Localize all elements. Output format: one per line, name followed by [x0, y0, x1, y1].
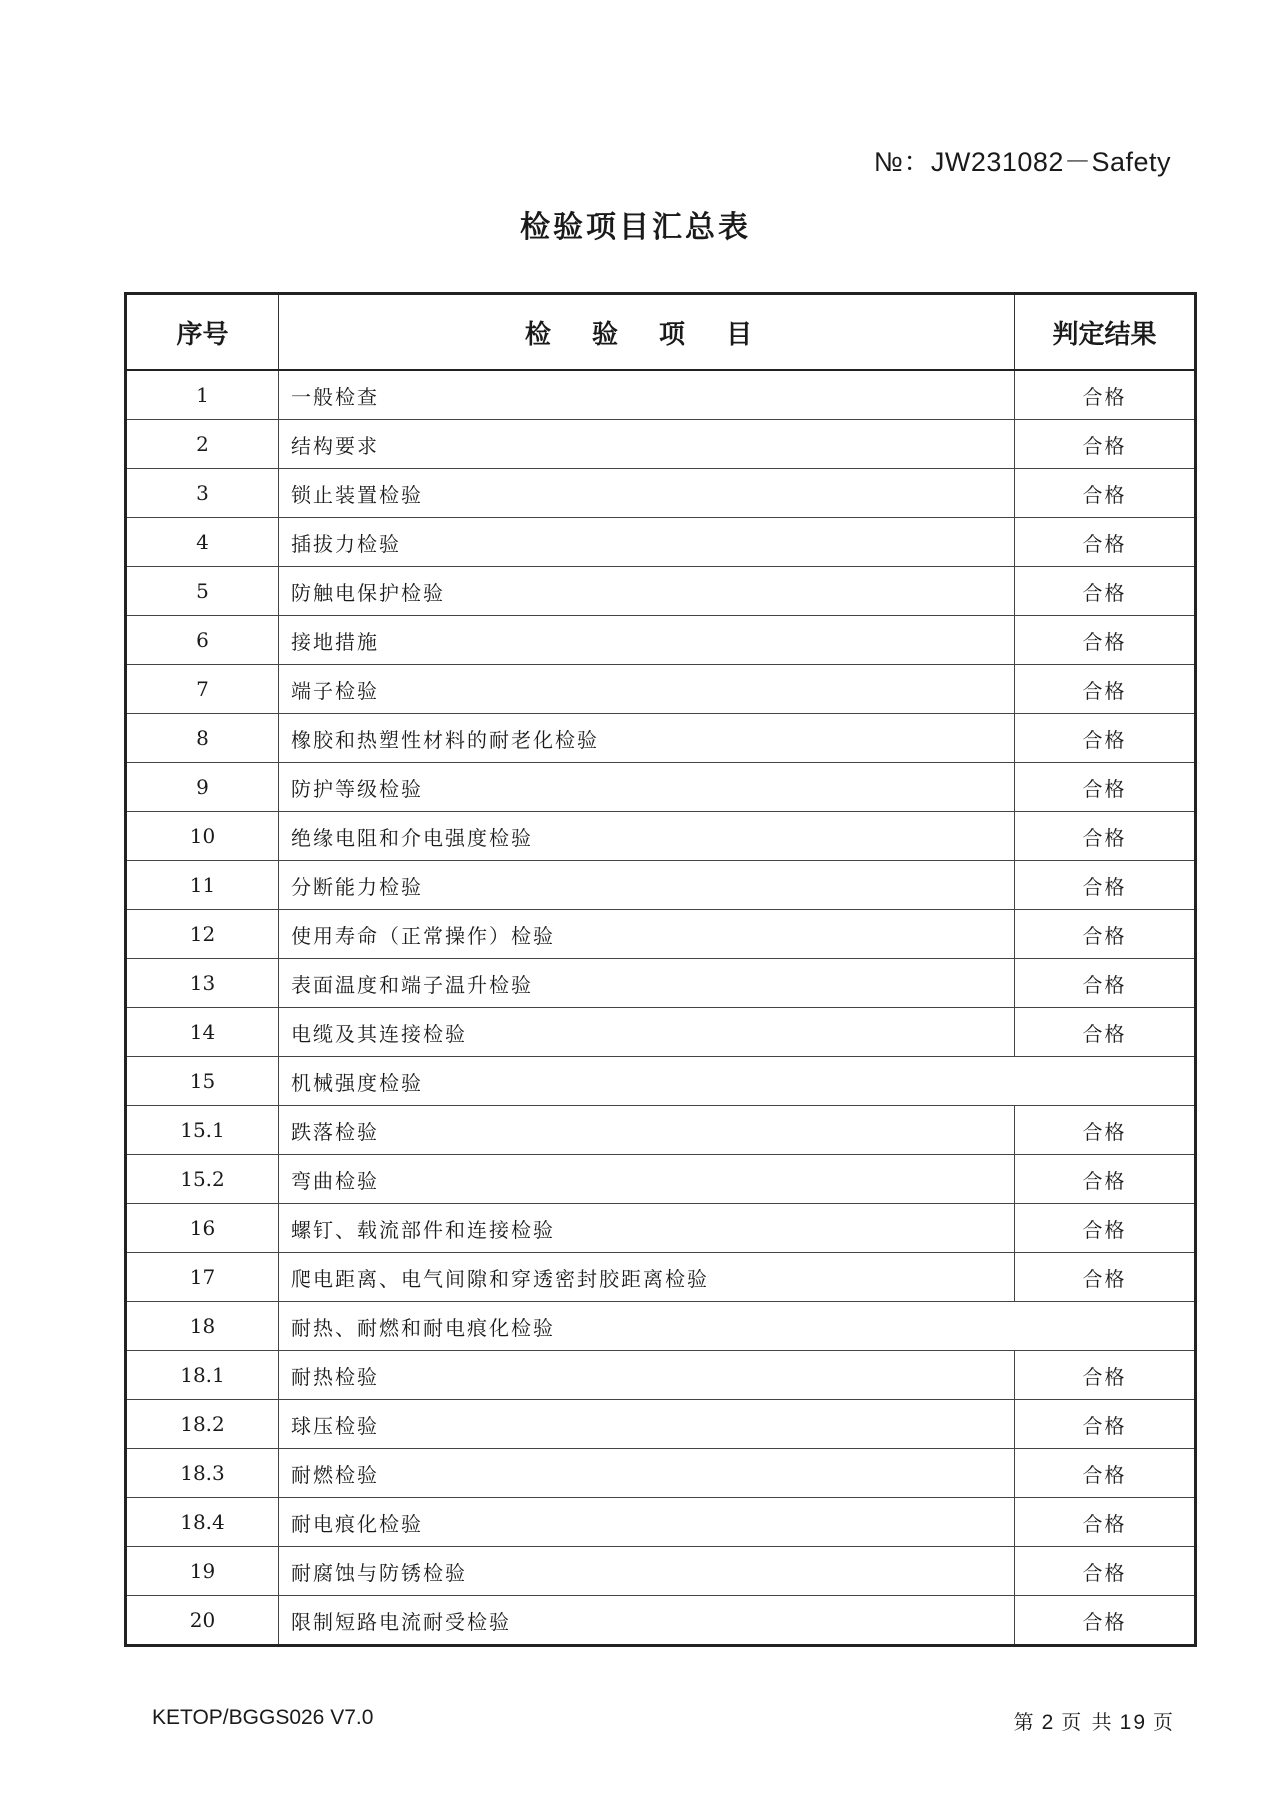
row-seq: 20: [126, 1596, 279, 1646]
row-result: 合格: [1015, 959, 1196, 1008]
row-result: 合格: [1015, 518, 1196, 567]
row-item: 插拔力检验: [279, 518, 1015, 567]
table-row: [126, 420, 1196, 469]
row-seq: 18.3: [126, 1449, 279, 1498]
column-header-result: 判定结果: [1015, 294, 1196, 371]
row-seq: 8: [126, 714, 279, 763]
row-seq: 17: [126, 1253, 279, 1302]
page-indicator: [1014, 1706, 1175, 1735]
row-item: 限制短路电流耐受检验: [279, 1596, 1015, 1646]
row-item: 弯曲检验: [279, 1155, 1015, 1204]
page-mid: 页 共: [1061, 1710, 1114, 1734]
table-row: [126, 910, 1196, 959]
row-seq: 15.2: [126, 1155, 279, 1204]
row-result: 合格: [1015, 1547, 1196, 1596]
row-seq: 2: [126, 420, 279, 469]
row-result: 合格: [1015, 469, 1196, 518]
table-row: [126, 861, 1196, 910]
row-result: 合格: [1015, 910, 1196, 959]
row-item: 耐热检验: [279, 1351, 1015, 1400]
page-title: 检验项目汇总表: [520, 210, 751, 245]
row-result: 合格: [1015, 567, 1196, 616]
row-item: 结构要求: [279, 420, 1015, 469]
row-result: 合格: [1015, 370, 1196, 420]
row-result: 合格: [1015, 1204, 1196, 1253]
row-seq: 7: [126, 665, 279, 714]
table-row: [126, 1596, 1196, 1646]
row-result: 合格: [1015, 1498, 1196, 1547]
row-result: 合格: [1015, 1400, 1196, 1449]
row-result: 合格: [1015, 420, 1196, 469]
row-item: 机械强度检验: [279, 1057, 1196, 1106]
row-result: 合格: [1015, 1155, 1196, 1204]
row-result: 合格: [1015, 1351, 1196, 1400]
row-item: 跌落检验: [279, 1106, 1015, 1155]
inspection-summary-table: [124, 292, 1197, 1647]
row-seq: 15: [126, 1057, 279, 1106]
page-total: 19: [1119, 1711, 1147, 1734]
table-row: [126, 1547, 1196, 1596]
table-row: [126, 469, 1196, 518]
row-result: 合格: [1015, 812, 1196, 861]
page-current: 2: [1041, 1711, 1056, 1734]
row-seq: 18.1: [126, 1351, 279, 1400]
table-row: [126, 1106, 1196, 1155]
row-result: 合格: [1015, 1106, 1196, 1155]
row-seq: 18.2: [126, 1400, 279, 1449]
table-body: [126, 370, 1196, 1646]
table-row: [126, 1400, 1196, 1449]
table-row: [126, 1204, 1196, 1253]
row-result: 合格: [1015, 1449, 1196, 1498]
row-item: 表面温度和端子温升检验: [279, 959, 1015, 1008]
row-item: 接地措施: [279, 616, 1015, 665]
column-header-seq: 序号: [126, 294, 279, 371]
row-seq: 19: [126, 1547, 279, 1596]
row-item: 耐腐蚀与防锈检验: [279, 1547, 1015, 1596]
row-result: 合格: [1015, 861, 1196, 910]
row-result: 合格: [1015, 714, 1196, 763]
row-seq: 18: [126, 1302, 279, 1351]
row-seq: 5: [126, 567, 279, 616]
table-row: [126, 1498, 1196, 1547]
table-row: [126, 567, 1196, 616]
table-row: [126, 714, 1196, 763]
table-row: [126, 1253, 1196, 1302]
row-item: 电缆及其连接检验: [279, 1008, 1015, 1057]
row-item: 耐电痕化检验: [279, 1498, 1015, 1547]
row-item: 橡胶和热塑性材料的耐老化检验: [279, 714, 1015, 763]
row-result: 合格: [1015, 763, 1196, 812]
row-item: 耐燃检验: [279, 1449, 1015, 1498]
table-row: [126, 1302, 1196, 1351]
row-item: 端子检验: [279, 665, 1015, 714]
row-item: 一般检查: [279, 370, 1015, 420]
row-result: 合格: [1015, 1253, 1196, 1302]
row-seq: 11: [126, 861, 279, 910]
page-prefix: 第: [1013, 1710, 1036, 1734]
row-item: 螺钉、载流部件和连接检验: [279, 1204, 1015, 1253]
table-row: [126, 370, 1196, 420]
row-item: 防护等级检验: [279, 763, 1015, 812]
row-seq: 15.1: [126, 1106, 279, 1155]
table-header-row: [126, 294, 1196, 371]
row-seq: 9: [126, 763, 279, 812]
row-result: 合格: [1015, 1008, 1196, 1057]
row-result: 合格: [1015, 665, 1196, 714]
row-item: 球压检验: [279, 1400, 1015, 1449]
row-seq: 3: [126, 469, 279, 518]
table-row: [126, 518, 1196, 567]
table-row: [126, 616, 1196, 665]
row-item: 分断能力检验: [279, 861, 1015, 910]
row-item: 防触电保护检验: [279, 567, 1015, 616]
table-row: [126, 1155, 1196, 1204]
table-row: [126, 1449, 1196, 1498]
row-result: 合格: [1015, 1596, 1196, 1646]
row-seq: 12: [126, 910, 279, 959]
row-seq: 6: [126, 616, 279, 665]
row-result: 合格: [1015, 616, 1196, 665]
table-row: [126, 1057, 1196, 1106]
table-row: [126, 763, 1196, 812]
column-header-item: 检 验 项 目: [279, 294, 1015, 371]
row-seq: 1: [126, 370, 279, 420]
row-item: 爬电距离、电气间隙和穿透密封胶距离检验: [279, 1253, 1015, 1302]
row-item: 锁止装置检验: [279, 469, 1015, 518]
row-seq: 13: [126, 959, 279, 1008]
table-row: [126, 959, 1196, 1008]
row-item: 绝缘电阻和介电强度检验: [279, 812, 1015, 861]
table-row: [126, 812, 1196, 861]
page-suffix: 页: [1153, 1710, 1175, 1734]
row-seq: 14: [126, 1008, 279, 1057]
report-number: №：JW231082－Safety: [873, 147, 1171, 177]
row-seq: 16: [126, 1204, 279, 1253]
table-row: [126, 1351, 1196, 1400]
table-row: [126, 1008, 1196, 1057]
row-item: 使用寿命（正常操作）检验: [279, 910, 1015, 959]
row-seq: 10: [126, 812, 279, 861]
table-row: [126, 665, 1196, 714]
row-seq: 18.4: [126, 1498, 279, 1547]
form-code: KETOP/BGGS026 V7.0: [152, 1706, 374, 1729]
row-seq: 4: [126, 518, 279, 567]
row-item: 耐热、耐燃和耐电痕化检验: [279, 1302, 1196, 1351]
